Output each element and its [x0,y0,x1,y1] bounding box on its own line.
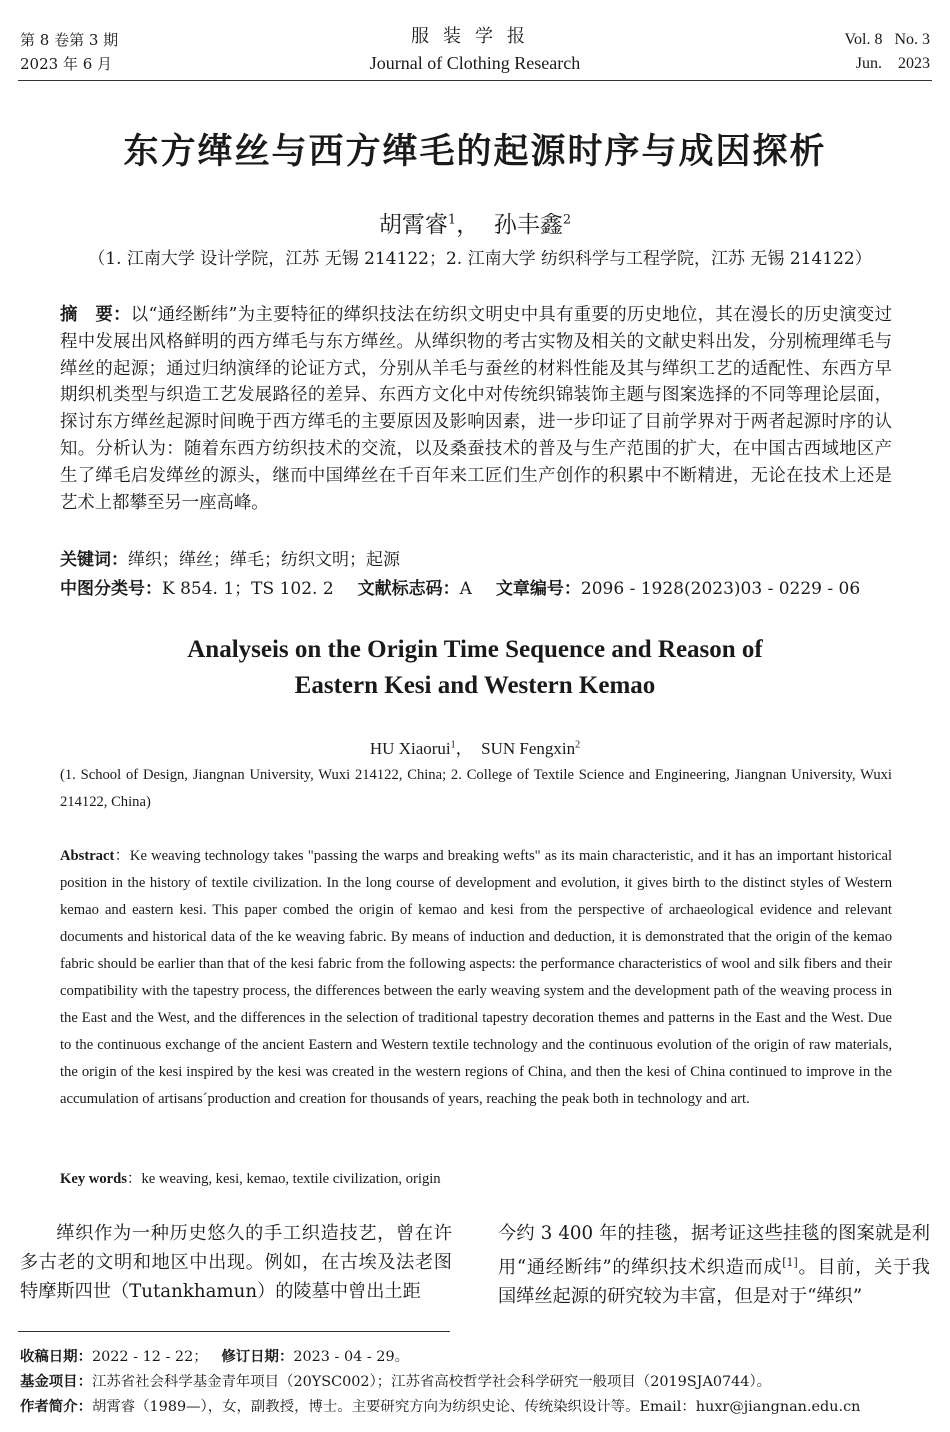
keywords-en-text: ke weaving, kesi, kemao, textile civilization, origin [141,1171,441,1187]
paper-title-cn: 东方缂丝与西方缂毛的起源时序与成因探析 [123,132,827,172]
author-1-en-affil-mark: 1 [450,739,456,751]
revised-label: 修订日期： [221,1349,294,1365]
affiliation-cn: （1. 江南大学 设计学院，江苏 无锡 214122；2. 江南大学 纺织科学与工程学院，江苏 无锡 214122） [88,249,872,269]
author-2-en-affil-mark: 2 [575,739,581,751]
author-bio-text: 胡霄睿（1989—），女，副教授，博士。主要研究方向为纺织史论、传统染织设计等。Email：huxr@jiangnan.edu.cn [91,1399,861,1415]
footnote-dates [20,1345,409,1366]
author-separator: ， [456,212,480,238]
year-en: 2023 [898,55,930,72]
article-number-value: 2096 - 1928(2023)03 - 0229 - 06 [580,579,861,599]
abstract-cn-text: 以“通经断纬”为主要特征的缂织技法在纺织文明史中具有重要的历史地位，其在漫长的历史演变过程中发展出风格鲜明的西方缂毛与东方缂丝。从缂织物的考古实物及相关的文献史料出发，分别梳理缂毛与缂丝的起源；通过归纳演绎的论证方式，分别从羊毛与蚕丝的材料性能及其与缂织工艺的适配性、东西方早期织机类型与织造工艺发展路径的差异、东西方文化中对传统织锦装饰主题与图案选择的不同等理论层面，探讨东方缂丝起源时间晚于西方缂毛的主要原因及影响因素，进一步印证了目前学界对于两者起源时序的认知。分析认为：随着东西方纺织技术的交流，以及桑蚕技术的普及与生产范围的扩大，在中国古西域地区产生了缂毛启发缂丝的源头，继而中国缂丝在千百年来工匠们生产创作的积累中不断精进，无论在技术上还是艺术上都攀至另一座高峰。 [60,305,892,513]
received-label: 收稿日期： [20,1349,92,1365]
journal-name-cn: 服装学报 [411,26,539,47]
keywords-en-label: Key words [60,1171,127,1187]
author-1-en: HU Xiaorui [369,739,451,758]
volume-issue-cn: 第 8 卷第 3 期 [20,31,119,49]
classification-info [60,574,860,599]
date-cn: 2023 年 6 月 [20,55,113,73]
article-number-label: 文章编号： [495,579,581,599]
journal-issue-info-en [845,28,931,76]
author-1-cn: 胡霄睿 [378,212,448,238]
journal-name [0,24,950,76]
authors-en [0,734,950,759]
header-divider [18,80,932,81]
footnote-funding [20,1370,771,1391]
footnote-divider [18,1331,450,1332]
abstract-en-text: Ke weaving technology takes "passing the warps and breaking wefts" as its main characteristic, and it has an important historical position in the history of textile civilization. In the long course of development and evolution, it gives birth to the distinct styles of Western kemao and eastern kesi. This paper combed the origin of kemao and kesi from the perspective of archaeological evidence and relevant documents and historical data of the ke weaving fabric. By means of induction and deduction, it is demonstrated that the origin of the kemao fabric should be earlier than that of the kesi fabric from the following aspects: the performance characteristics of wool and silk fibers and their compatibility with the tapestry process, the differences between the early weaving system and the development path of the weaving process in the East and the West, and the differences in the selection of traditional tapestry decoration themes and patterns in the East and the West. Due to the continuous exchange of the ancient Eastern and Western textile technology and the continuous evolution of the origin of raw materials, the origin of the kesi inspired by the kesi was created in the western regions of China, and then the kesi of China continued to improve in the accumulation of artisans´production and creation for thousands of years, reaching the peak both in technology and art. [60,848,892,1107]
author-2-affil-mark: 2 [562,212,572,228]
abstract-en [60,843,892,1113]
issue-en: No. 3 [894,31,930,48]
doc-code-label: 文献标志码： [357,579,460,599]
abstract-en-label: Abstract [60,848,115,864]
author-2-cn: 孙丰鑫 [493,212,563,238]
author-en-separator: ， [455,739,473,758]
journal-name-en: Journal of Clothing Research [369,53,581,73]
clc-label: 中图分类号： [60,579,162,599]
keywords-en [60,1167,441,1188]
doc-code-value: A [459,579,472,599]
paper-title-en-line-2: Eastern Kesi and Western Kemao [294,672,656,699]
keywords-en-colon: ： [126,1171,142,1187]
body-right-text-b: 。目前，关于我国缂丝起源的研究较为丰富，但是对于“缂织” [498,1257,930,1308]
body-column-left: 缂织作为一种历史悠久的手工织造技艺，曾在许多古老的文明和地区中出现。例如，在古埃及法老图特摩斯四世（Tutankhamun）的陵墓中曾出土距 [20,1223,452,1302]
clc-value: K 854. 1；TS 102. 2 [162,579,334,599]
body-right-text-a: 今约 3 400 年的挂毯，据考证这些挂毯的图案就是利用“通经断纬”的缂织技术织造而成 [498,1223,930,1279]
abstract-cn-label: 摘 要： [60,305,131,325]
month-en: Jun. [855,55,882,72]
keywords-cn-text: 缂织；缂丝；缂毛；纺织文明；起源 [128,550,400,570]
footnote-author-bio [20,1395,860,1416]
paper-title-en-line-1: Analyseis on the Origin Time Sequence and Reason of [187,636,763,663]
body-column-right [498,1219,930,1311]
keywords-cn [60,545,400,570]
abstract-en-colon: ： [114,848,130,864]
funding-label: 基金项目： [20,1374,92,1390]
revised-date: 2023 - 04 - 29。 [293,1349,410,1365]
citation-ref[interactable]: [1] [782,1256,798,1269]
keywords-cn-label: 关键词： [60,550,128,570]
funding-text: 江苏省社会科学基金青年项目（20YSC002）；江苏省高校哲学社会科学研究一般项目（2019SJA0744）。 [91,1374,772,1390]
affiliation-en: (1. School of Design, Jiangnan University, Wuxi 214122, China; 2. College of Textile Science and Engineering, Jiangnan University, Wuxi 214122, China) [60,767,892,810]
abstract-cn [60,302,892,516]
volume-en: Vol. 8 [844,31,883,48]
author-bio-label: 作者简介： [20,1399,92,1415]
received-date: 2022 - 12 - 22； [91,1349,208,1365]
author-2-en: SUN Fengxin [481,739,576,758]
paper-title-en [0,632,950,704]
author-1-affil-mark: 1 [447,212,457,228]
authors-cn [0,206,950,239]
